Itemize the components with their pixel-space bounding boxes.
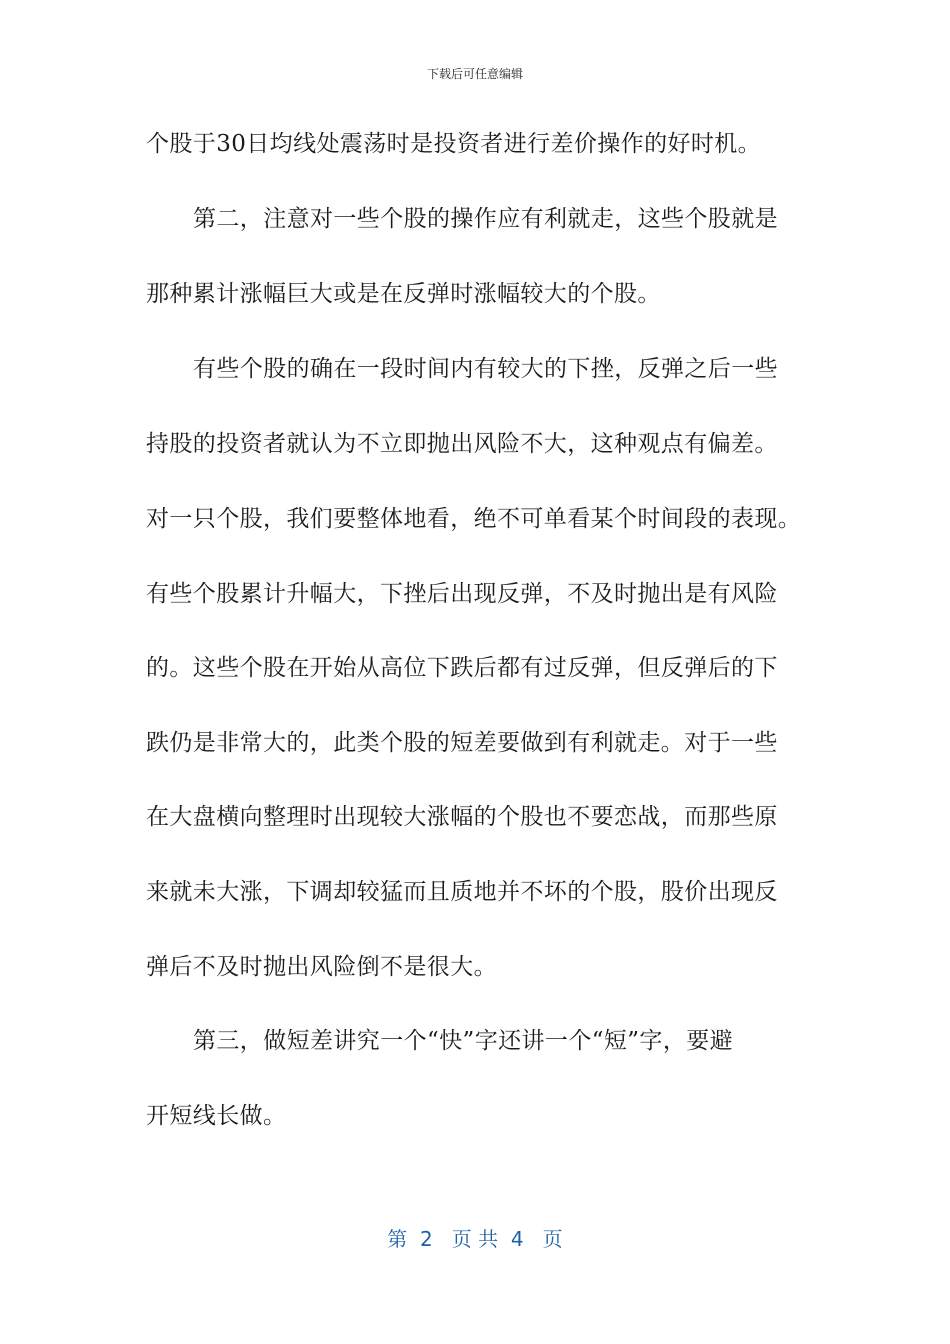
text-line: 弹后不及时抛出风险倒不是很大。 — [146, 954, 497, 980]
text-line: 有些个股累计升幅大，下挫后出现反弹，不及时抛出是有风险 — [146, 581, 778, 607]
text-line: 对一只个股，我们要整体地看，绝不可单看某个时间段的表现。 — [146, 506, 802, 532]
text-line: 持股的投资者就认为不立即抛出风险不大，这种观点有偏差。 — [146, 431, 778, 457]
paragraph-first-line: 第三，做短差讲究一个“快”字还讲一个“短”字，要避 — [193, 1028, 734, 1054]
paragraph-first-line: 第二，注意对一些个股的操作应有利就走，这些个股就是 — [193, 206, 778, 232]
text-line: 的。这些个股在开始从高位下跌后都有过反弹，但反弹后的下 — [146, 655, 778, 681]
text-line: 那种累计涨幅巨大或是在反弹时涨幅较大的个股。 — [146, 281, 661, 307]
text-line: 开短线长做。 — [146, 1103, 287, 1129]
page-number: 第 2 页 共 4 页 — [387, 1227, 563, 1251]
text-line: 个股于30日均线处震荡时是投资者进行差价操作的好时机。 — [146, 131, 762, 157]
paragraph-first-line: 有些个股的确在一段时间内有较大的下挫，反弹之后一些 — [193, 356, 778, 382]
page-header: 下载后可任意编辑 — [426, 67, 523, 81]
text-line: 来就未大涨，下调却较猛而且质地并不坏的个股，股价出现反 — [146, 879, 778, 905]
text-line: 跌仍是非常大的，此类个股的短差要做到有利就走。对于一些 — [146, 730, 778, 756]
text-line: 在大盘横向整理时出现较大涨幅的个股也不要恋战，而那些原 — [146, 804, 778, 830]
